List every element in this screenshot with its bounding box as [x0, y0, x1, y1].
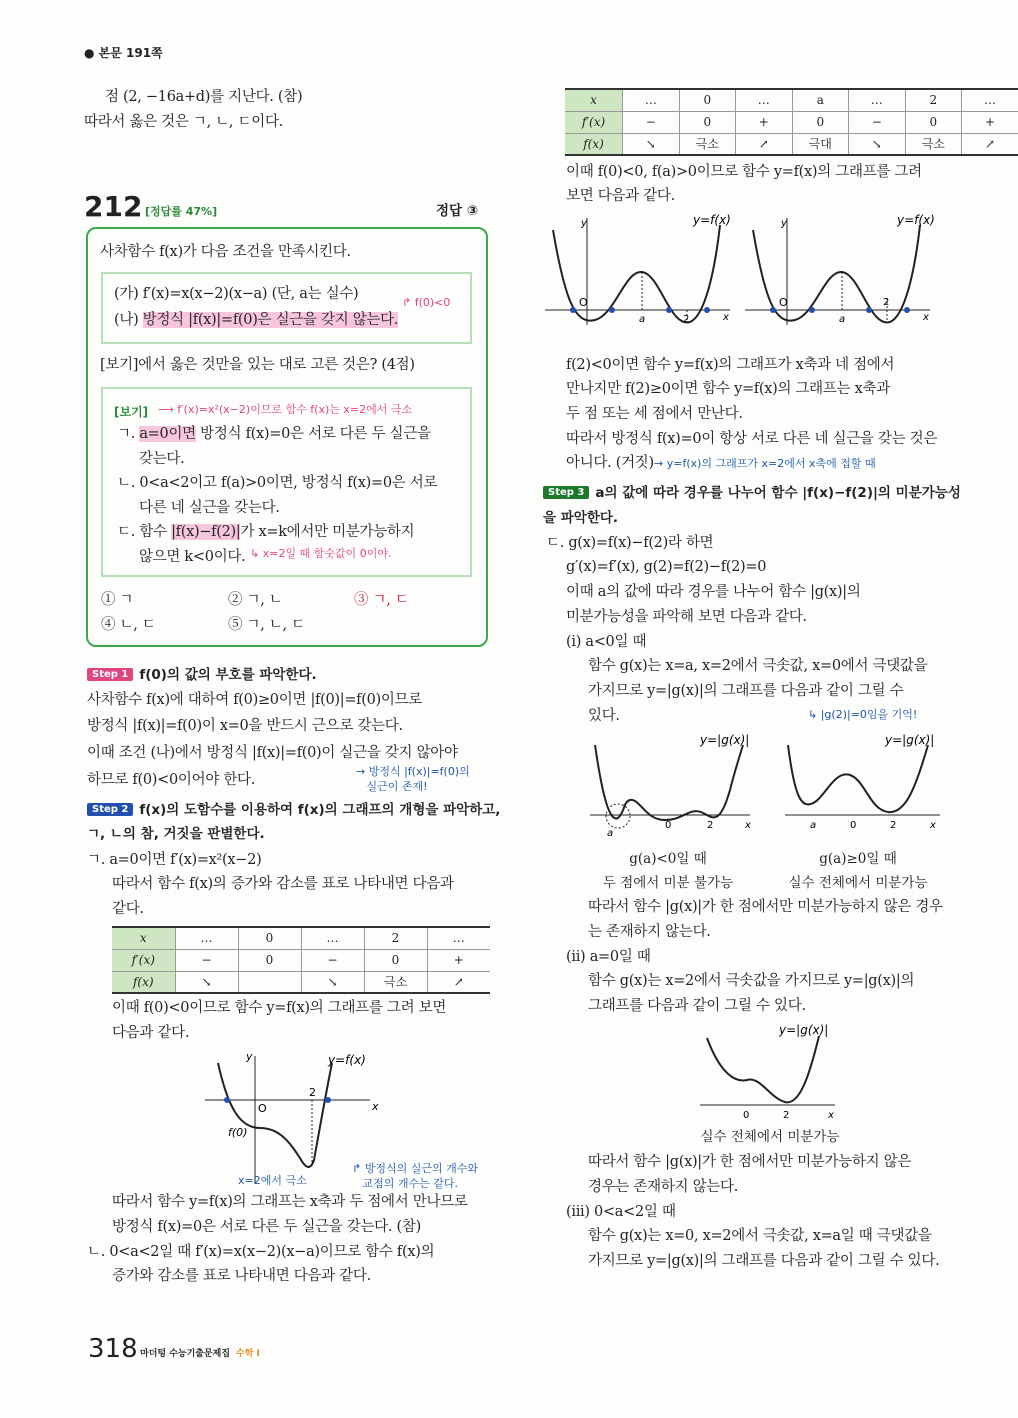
text-line: 만나지만 f(2)≥0이면 함수 y=f(x)의 그래프는 x축과: [566, 381, 890, 397]
annotation-b3: ↳ x=2일 때 함숫값이 0이야.: [250, 547, 392, 560]
condition-1: (가) f′(x)=x(x−2)(x−a) (단, a는 실수): [114, 286, 359, 302]
table-cell: 2: [905, 89, 961, 111]
svg-text:y=|g(x)|: y=|g(x)|: [885, 733, 935, 747]
table-cell: +: [962, 111, 1018, 133]
table-row: [565, 89, 1018, 111]
page-number: 318: [88, 1334, 138, 1364]
variation-table: [112, 926, 490, 994]
problem-stem: 사차함수 f(x)가 다음 조건을 만족시킨다.: [100, 244, 351, 260]
bogi-item-2: ㄴ. 0<a<2이고 f(a)>0이면, 방정식 f(x)=0은 서로: [117, 475, 438, 491]
svg-text:x: x: [930, 820, 936, 831]
svg-text:y=f(x): y=f(x): [897, 213, 935, 227]
subject: 수학 I: [236, 1349, 260, 1359]
text-line: 하므로 f(0)<0이어야 한다.: [87, 772, 256, 788]
bogi-title: [보기]: [114, 405, 149, 419]
svg-text:a: a: [639, 314, 646, 325]
origin-label: O: [258, 1102, 267, 1115]
caption: g(a)<0일 때: [629, 851, 707, 867]
text-line: g′(x)=f′(x), g(2)=f(2)−f(2)=0: [566, 559, 767, 575]
f0-label: f(0): [228, 1126, 248, 1139]
table-cell: 2: [364, 927, 427, 949]
table-cell: f′(x): [112, 949, 175, 971]
annotation-g2: ↳ |g(2)|=0임을 기억!: [808, 708, 918, 721]
svg-text:O: O: [779, 296, 788, 309]
table-cell: 극소: [679, 133, 735, 155]
bogi-item-2-cont: 다른 네 실근을 갖는다.: [139, 500, 280, 516]
svg-text:a: a: [607, 828, 614, 839]
table-cell: a: [792, 89, 848, 111]
table-cell: 극대: [792, 133, 848, 155]
text-line: 따라서 함수 |g(x)|가 한 점에서만 미분가능하지 않은 경우: [588, 899, 943, 915]
table-cell: …: [427, 927, 490, 949]
table-cell: 0: [238, 927, 301, 949]
text-line: 경우는 존재하지 않는다.: [588, 1179, 738, 1195]
text-line: 있다.: [588, 708, 620, 724]
table-cell: ↘: [623, 133, 680, 155]
annotation-bogi: ⟶ f′(x)=x²(x−2)이므로 함수 f(x)는 x=2에서 극소: [158, 403, 413, 416]
step3-badge: Step 3: [543, 486, 589, 499]
table-cell: +: [427, 949, 490, 971]
graphs-abs-g-case1: [585, 730, 955, 840]
step3-title-cont: 을 파악한다.: [543, 510, 619, 526]
annotation-tangent: → y=f(x)의 그래프가 x=2에서 x축에 접할 때: [654, 457, 876, 470]
svg-text:x: x: [828, 1110, 834, 1121]
text-line: 이때 f(0)<0이므로 함수 y=f(x)의 그래프를 그려 보면: [112, 1000, 447, 1016]
axis-y-label: y: [246, 1050, 253, 1063]
bogi-item-1-cont: 갖는다.: [139, 451, 185, 467]
text-line: 따라서 옳은 것은 ㄱ, ㄴ, ㄷ이다.: [84, 114, 283, 130]
svg-text:y: y: [581, 218, 587, 229]
table-cell: f(x): [112, 971, 175, 993]
text-line: 보면 다음과 같다.: [566, 188, 675, 204]
text-line: 따라서 함수 f(x)의 증가와 감소를 표로 나타내면 다음과: [112, 876, 454, 892]
svg-text:0: 0: [665, 820, 672, 831]
table-row: [112, 971, 490, 993]
table-row: [112, 927, 490, 949]
table-cell: −: [301, 949, 364, 971]
choice-5[interactable]: ⑤ ㄱ, ㄴ, ㄷ: [228, 617, 305, 633]
text-line: 두 점 또는 세 점에서 만난다.: [566, 406, 743, 422]
table-cell: ↘: [301, 971, 364, 993]
table-row: [112, 949, 490, 971]
table-cell: 0: [905, 111, 961, 133]
text-line: 아니다. (거짓): [566, 455, 654, 471]
table-cell: 극소: [905, 133, 961, 155]
table-cell: [238, 971, 301, 993]
svg-text:y=f(x): y=f(x): [693, 213, 731, 227]
book-title: 마더텅 수능기출문제집: [140, 1349, 231, 1359]
correct-rate: [정답률 47%]: [145, 205, 218, 218]
curve-label: y=f(x): [328, 1053, 366, 1067]
annotation-f0: ↱ f(0)<0: [402, 296, 451, 309]
text-line: 다음과 같다.: [112, 1025, 190, 1041]
table-cell: −: [849, 111, 906, 133]
table-cell: …: [301, 927, 364, 949]
caption: 실수 전체에서 미분가능: [788, 875, 928, 891]
table-cell: 0: [238, 949, 301, 971]
table-cell: …: [175, 927, 238, 949]
variation-table-1: [112, 926, 490, 994]
table-cell: …: [736, 89, 793, 111]
text-line: 방정식 f(x)=0은 서로 다른 두 실근을 갖는다. (참): [112, 1219, 421, 1235]
case-heading: (iii) 0<a<2일 때: [566, 1204, 676, 1220]
caption: g(a)≥0일 때: [819, 851, 897, 867]
variation-table: [565, 88, 1018, 156]
svg-text:0: 0: [743, 1110, 750, 1121]
answer-label: 정답 ③: [436, 203, 479, 219]
condition-2: (나) 방정식 |f(x)|=f(0)은 실근을 갖지 않는다.: [114, 312, 399, 328]
text-line: ㄱ. a=0이면 f′(x)=x²(x−2): [87, 852, 262, 868]
svg-text:a: a: [810, 820, 817, 831]
text-line: 가지므로 y=|g(x)|의 그래프를 다음과 같이 그릴 수: [588, 683, 904, 699]
text-line: 미분가능성을 파악해 보면 다음과 같다.: [566, 609, 807, 625]
table-cell: ↘: [849, 133, 906, 155]
table-cell: 극소: [364, 971, 427, 993]
choice-3-selected[interactable]: ③ ㄱ, ㄷ: [354, 592, 409, 608]
text-line: f(2)<0이면 함수 y=f(x)의 그래프가 x축과 네 점에서: [566, 357, 895, 373]
table-cell: ↗: [736, 133, 793, 155]
variation-table-2: [565, 88, 1018, 156]
table-cell: …: [623, 89, 680, 111]
table-cell: f(x): [565, 133, 623, 155]
svg-text:0: 0: [850, 820, 857, 831]
table-cell: 0: [364, 949, 427, 971]
table-cell: ↘: [175, 971, 238, 993]
step2-badge: Step 2: [87, 803, 133, 816]
table-cell: −: [175, 949, 238, 971]
svg-text:2: 2: [707, 820, 714, 831]
table-row: [565, 111, 1018, 133]
text-line: 함수 g(x)는 x=0, x=2에서 극솟값, x=a일 때 극댓값을: [588, 1228, 932, 1244]
text-line: 따라서 함수 |g(x)|가 한 점에서만 미분가능하지 않은: [588, 1154, 912, 1170]
text-line: 는 존재하지 않는다.: [588, 924, 711, 940]
svg-text:x: x: [723, 312, 729, 323]
graph-abs-g-case2: [695, 1018, 845, 1123]
table-cell: 0: [792, 111, 848, 133]
table-cell: f′(x): [565, 111, 623, 133]
text-line: 이때 f(0)<0, f(a)>0이므로 함수 y=f(x)의 그래프를 그려: [566, 164, 922, 180]
svg-text:y: y: [781, 218, 787, 229]
step1-title: f(0)의 값의 부호를 파악한다.: [139, 667, 317, 683]
annotation-step2: ↱ 방정식의 실근의 개수와 교점의 개수는 같다.: [352, 1162, 478, 1190]
svg-text:2: 2: [783, 1110, 790, 1121]
choice-4[interactable]: ④ ㄴ, ㄷ: [101, 617, 156, 633]
table-cell: ↗: [962, 133, 1018, 155]
tick-2: 2: [309, 1086, 316, 1099]
svg-text:x: x: [745, 820, 751, 831]
text-line: 그래프를 다음과 같이 그릴 수 있다.: [588, 998, 806, 1014]
text-line: 따라서 함수 y=f(x)의 그래프는 x축과 두 점에서 만나므로: [112, 1194, 468, 1210]
svg-text:2: 2: [883, 297, 890, 308]
text-line: ㄷ. g(x)=f(x)−f(2)라 하면: [546, 535, 714, 551]
min-annotation: x=2에서 극소: [238, 1174, 307, 1187]
case-heading: (i) a<0일 때: [566, 634, 647, 650]
step2-title-cont: ㄱ, ㄴ의 참, 거짓을 판별한다.: [87, 826, 265, 842]
page-reference: ● 본문 191쪽: [84, 46, 163, 60]
question-text: [보기]에서 옳은 것만을 있는 대로 고른 것은? (4점): [100, 357, 415, 373]
choice-2[interactable]: ② ㄱ, ㄴ: [228, 592, 283, 608]
text-line: 같다.: [112, 901, 144, 917]
table-cell: …: [962, 89, 1018, 111]
text-line: 이때 조건 (나)에서 방정식 |f(x)|=f(0)이 실근을 갖지 않아야: [87, 745, 458, 761]
table-cell: +: [736, 111, 793, 133]
text-line: 따라서 방정식 f(x)=0이 항상 서로 다른 네 실근을 갖는 것은: [566, 431, 938, 447]
problem-number: 212: [84, 190, 143, 223]
step1-badge: Step 1: [87, 668, 133, 681]
table-cell: −: [623, 111, 680, 133]
text-line: 함수 g(x)는 x=a, x=2에서 극솟값, x=0에서 극댓값을: [588, 658, 928, 674]
svg-text:a: a: [839, 314, 846, 325]
axis-x-label: x: [372, 1100, 379, 1113]
bogi-item-3-cont: 않으면 k<0이다.: [139, 549, 246, 565]
step3-title: a의 값에 따라 경우를 나누어 함수 |f(x)−f(2)|의 미분가능성: [595, 485, 961, 501]
svg-text:2: 2: [683, 314, 690, 325]
table-cell: 0: [679, 89, 735, 111]
graph-f-positive-f2: [745, 213, 935, 325]
svg-text:2: 2: [890, 820, 897, 831]
text-line: 가지므로 y=|g(x)|의 그래프를 다음과 같이 그릴 수 있다.: [588, 1253, 940, 1269]
svg-text:y=|g(x)|: y=|g(x)|: [779, 1023, 829, 1037]
graph-f-negative-f2: [545, 213, 731, 325]
case-heading: (ii) a=0일 때: [566, 949, 651, 965]
table-row: [565, 133, 1018, 155]
table-cell: 0: [679, 111, 735, 133]
choice-1[interactable]: ① ㄱ: [101, 592, 134, 608]
annotation-step1: → 방정식 |f(x)|=f(0)의 실근이 존재!: [356, 765, 470, 793]
svg-text:O: O: [579, 296, 588, 309]
text-line: 점 (2, −16a+d)를 지난다. (참): [105, 89, 303, 105]
table-cell: x: [112, 927, 175, 949]
svg-text:x: x: [923, 312, 929, 323]
text-line: 함수 g(x)는 x=2에서 극솟값을 가지므로 y=|g(x)|의: [588, 973, 915, 989]
caption: 실수 전체에서 미분가능: [700, 1129, 840, 1145]
text-line: 방정식 |f(x)|=f(0)이 x=0을 반드시 근으로 갖는다.: [87, 718, 403, 734]
table-cell: x: [565, 89, 623, 111]
bogi-item-3: ㄷ. 함수 |f(x)−f(2)|가 x=k에서만 미분가능하지: [117, 524, 415, 540]
svg-text:y=|g(x)|: y=|g(x)|: [700, 733, 750, 747]
bogi-item-1: ㄱ. a=0이면 방정식 f(x)=0은 서로 다른 두 실근을: [117, 426, 431, 442]
table-cell: …: [849, 89, 906, 111]
text-line: 이때 a의 값에 따라 경우를 나누어 함수 |g(x)|의: [566, 584, 861, 600]
text-line: 증가와 감소를 표로 나타내면 다음과 같다.: [112, 1268, 371, 1284]
table-cell: ↗: [427, 971, 490, 993]
caption: 두 점에서 미분 불가능: [602, 875, 734, 891]
text-line: ㄴ. 0<a<2일 때 f′(x)=x(x−2)(x−a)이므로 함수 f(x)의: [87, 1244, 435, 1260]
graphs-f-case: [545, 210, 945, 330]
text-line: 사차함수 f(x)에 대하여 f(0)≥0이면 |f(0)|=f(0)이므로: [87, 692, 422, 708]
step2-title: f(x)의 도함수를 이용하여 f(x)의 그래프의 개형을 파악하고,: [139, 802, 501, 818]
